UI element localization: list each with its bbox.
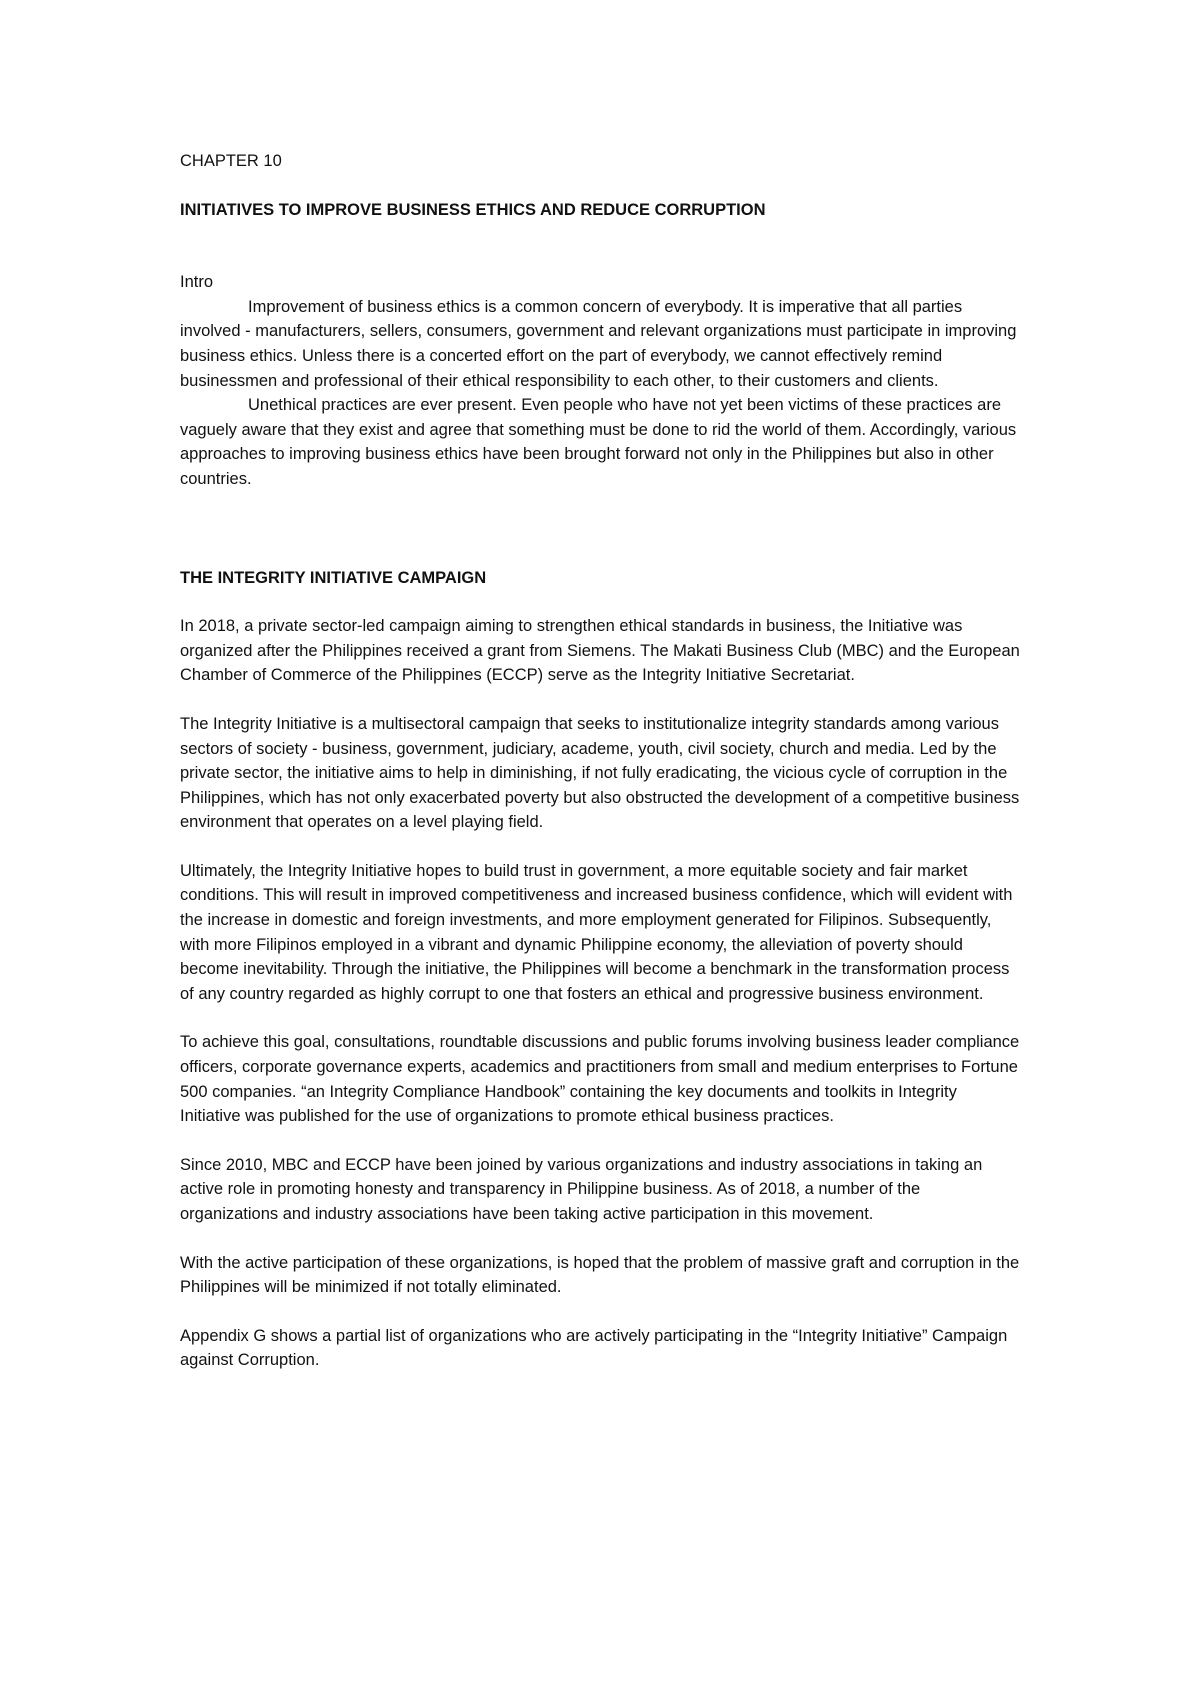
intro-paragraph: Unethical practices are ever present. Even people who have not yet been victims of these practices are vaguely aware that they exist and agree that something must be done to rid the world of them. Accordingly, various approaches to improving business ethics have been brought forward not only in the Philippines but also in other countries. [180,396,1017,488]
document-content [180,149,1020,1373]
section-paragraph: Appendix G shows a partial list of organizations who are actively participating in the “Integrity Initiative” Campaign against Corruption. [180,1326,1008,1370]
section-paragraph: The Integrity Initiative is a multisectoral campaign that seeks to institutionalize integrity standards among various sectors of society - business, government, judiciary, academe, youth, civil society, church and media. Led by the private sector, the initiative aims to help in diminishing, if not fully eradicating, the vicious cycle of corruption in the Philippines, which has not only exacerbated poverty but also obstructed the development of a competitive business environment that operates on a level playing field. [180,714,1020,832]
section-paragraph: With the active participation of these organizations, is hoped that the problem of massive graft and corruption in the Philippines will be minimized if not totally eliminated. [180,1253,1020,1297]
section-paragraph: Ultimately, the Integrity Initiative hopes to build trust in government, a more equitable society and fair market conditions. This will result in improved competitiveness and increased business confidence, which will evident with the increase in domestic and foreign investments, and more employment generated for Filipinos. Subsequently, with more Filipinos employed in a vibrant and dynamic Philippine economy, the alleviation of poverty should become inevitability. Through the initiative, the Philippines will become a benchmark in the transformation process of any country regarded as highly corrupt to one that fosters an ethical and progressive business environment. [180,861,1013,1003]
section-heading: THE INTEGRITY INITIATIVE CAMPAIGN [180,568,487,587]
intro-label: Intro [180,273,214,292]
section-paragraph: Since 2010, MBC and ECCP have been joined by various organizations and industry associations in taking an active role in promoting honesty and transparency in Philippine business. As of 2018, a number of the organizations and industry associations have been taking active participation in this movement. [180,1155,983,1223]
intro-paragraph: Improvement of business ethics is a common concern of everybody. It is imperative that all parties involved - manufacturers, sellers, consumers, government and relevant organizations must participate in improving business ethics. Unless there is a concerted effort on the part of everybody, we cannot effectively remind businessmen and professional of their ethical responsibility to each other, to their customers and clients. [180,297,1017,390]
chapter-label: CHAPTER 10 [180,152,282,170]
document-title: INITIATIVES TO IMPROVE BUSINESS ETHICS AND REDUCE CORRUPTION [180,200,766,219]
section-paragraph: In 2018, a private sector-led campaign aiming to strengthen ethical standards in business, the Initiative was organized after the Philippines received a grant from Siemens. The Makati Business Club (MBC) and the European Chamber of Commerce of the Philippines (ECCP) serve as the Integrity Initiative Secretariat. [180,617,1020,685]
section-paragraph: To achieve this goal, consultations, roundtable discussions and public forums involving business leader compliance officers, corporate governance experts, academics and practitioners from small and medium enterprises to Fortune 500 companies. “an Integrity Compliance Handbook” containing the key documents and toolkits in Integrity Initiative was published for the use of organizations to promote ethical business practices. [180,1033,1020,1126]
